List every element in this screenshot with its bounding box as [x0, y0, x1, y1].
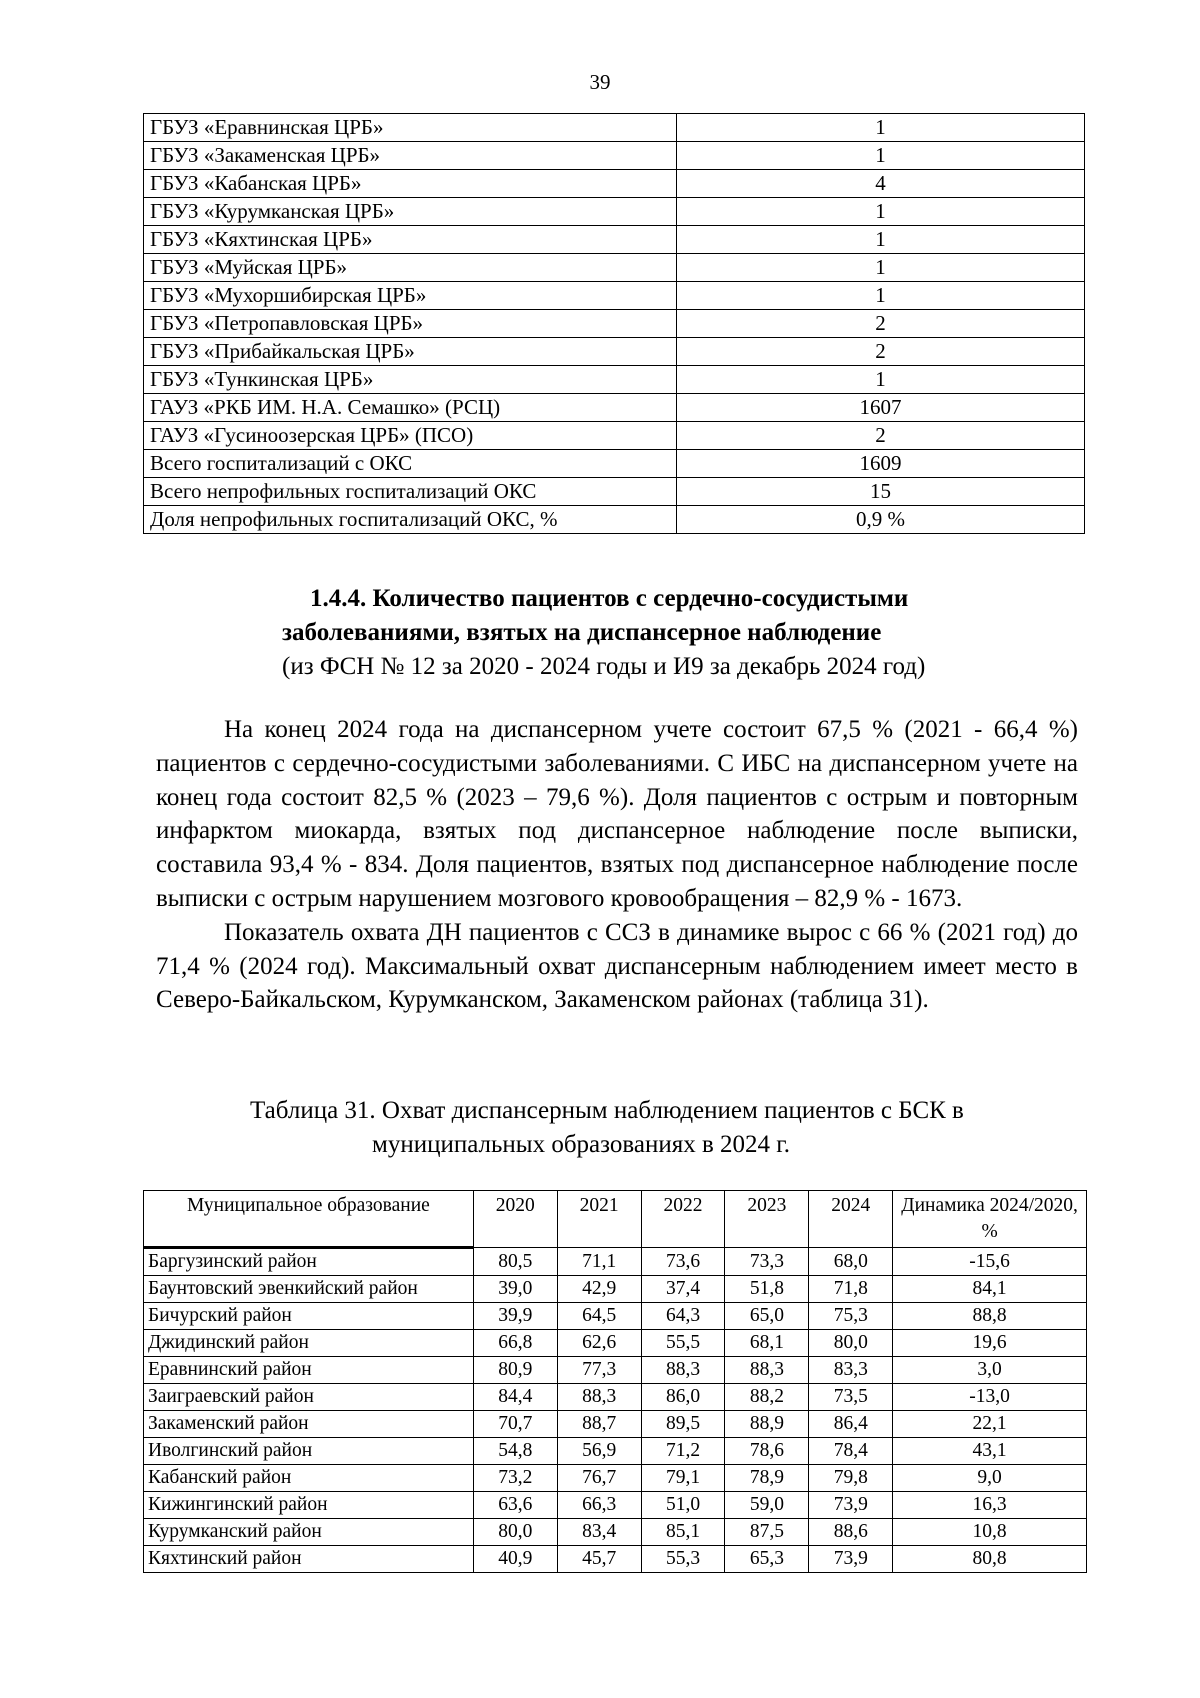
value-cell: 75,3 — [809, 1303, 893, 1330]
paragraph: Показатель охвата ДН пациентов с ССЗ в динамике вырос с 66 % (2021 год) до 71,4 % (2024 год). Максимальный охват диспансерным наблюдением имеет место в Северо-Байкальском, Курумканском, Закаменском районах (таблица 31). — [156, 918, 1078, 1014]
hospitalization-count-cell: 4 — [677, 170, 1085, 198]
section-subheading: (из ФСН № 12 за 2020 - 2024 годы и И9 за декабрь 2024 год) — [282, 653, 926, 680]
value-cell: 9,0 — [893, 1465, 1087, 1492]
value-cell: 73,9 — [809, 1546, 893, 1573]
municipality-cell: Иволгинский район — [144, 1438, 474, 1465]
value-cell: 64,3 — [641, 1303, 725, 1330]
value-cell: 37,4 — [641, 1276, 725, 1303]
table-caption-line1: Таблица 31. Охват диспансерным наблюдением пациентов с БСК в — [250, 1097, 964, 1124]
value-cell: 80,8 — [893, 1546, 1087, 1573]
table-row — [144, 226, 1085, 254]
value-cell: 83,3 — [809, 1357, 893, 1384]
value-cell: 88,8 — [893, 1303, 1087, 1330]
value-cell: 88,3 — [725, 1357, 809, 1384]
value-cell: 68,1 — [725, 1330, 809, 1357]
table-row — [144, 1438, 1087, 1465]
facility-name-cell: ГБУЗ «Петропавловская ЦРБ» — [144, 310, 677, 338]
table-row — [144, 1248, 1087, 1276]
table-row — [144, 170, 1085, 198]
hospitalizations-table — [143, 113, 1085, 534]
value-cell: 78,6 — [725, 1438, 809, 1465]
value-cell: 88,3 — [557, 1384, 641, 1411]
facility-name-cell: ГБУЗ «Тункинская ЦРБ» — [144, 366, 677, 394]
value-cell: -15,6 — [893, 1248, 1087, 1276]
value-cell: 89,5 — [641, 1411, 725, 1438]
value-cell: 43,1 — [893, 1438, 1087, 1465]
municipality-cell: Еравнинский район — [144, 1357, 474, 1384]
table-row — [144, 142, 1085, 170]
value-cell: 51,0 — [641, 1492, 725, 1519]
hospitalization-count-cell: 2 — [677, 422, 1085, 450]
table-row — [144, 310, 1085, 338]
facility-name-cell: ГАУЗ «РКБ ИМ. Н.А. Семашко» (РСЦ) — [144, 394, 677, 422]
municipality-cell: Кяхтинский район — [144, 1546, 474, 1573]
value-cell: 63,6 — [473, 1492, 557, 1519]
hospitalization-count-cell: 1607 — [677, 394, 1085, 422]
hospitalization-count-cell: 0,9 % — [677, 506, 1085, 534]
value-cell: 78,4 — [809, 1438, 893, 1465]
section-heading-line2: заболеваниями, взятых на диспансерное наблюдение — [282, 619, 882, 646]
table-caption-line2: муниципальных образованиях в 2024 г. — [372, 1131, 790, 1158]
value-cell: 39,0 — [473, 1276, 557, 1303]
value-cell: 10,8 — [893, 1519, 1087, 1546]
value-cell: 84,1 — [893, 1276, 1087, 1303]
municipality-cell: Баргузинский район — [144, 1248, 474, 1276]
value-cell: 86,4 — [809, 1411, 893, 1438]
value-cell: 80,5 — [473, 1248, 557, 1276]
value-cell: 73,2 — [473, 1465, 557, 1492]
value-cell: 68,0 — [809, 1248, 893, 1276]
value-cell: 73,6 — [641, 1248, 725, 1276]
table-row — [144, 450, 1085, 478]
table-row — [144, 1357, 1087, 1384]
municipality-cell: Заиграевский район — [144, 1384, 474, 1411]
value-cell: 16,3 — [893, 1492, 1087, 1519]
value-cell: 88,9 — [725, 1411, 809, 1438]
column-header: 2020 — [473, 1191, 557, 1248]
municipality-cell: Джидинский район — [144, 1330, 474, 1357]
facility-name-cell: ГБУЗ «Кяхтинская ЦРБ» — [144, 226, 677, 254]
table-row — [144, 1519, 1087, 1546]
column-header: Муниципальное образование — [144, 1191, 474, 1248]
facility-name-cell: ГБУЗ «Закаменская ЦРБ» — [144, 142, 677, 170]
value-cell: 86,0 — [641, 1384, 725, 1411]
table-row — [144, 1546, 1087, 1573]
value-cell: 71,8 — [809, 1276, 893, 1303]
column-header: Динамика 2024/2020, % — [893, 1191, 1087, 1248]
table-row — [144, 114, 1085, 142]
column-header: 2023 — [725, 1191, 809, 1248]
value-cell: 51,8 — [725, 1276, 809, 1303]
hospitalization-count-cell: 1 — [677, 254, 1085, 282]
value-cell: 79,8 — [809, 1465, 893, 1492]
value-cell: 45,7 — [557, 1546, 641, 1573]
hospitalization-count-cell: 1 — [677, 198, 1085, 226]
value-cell: 88,6 — [809, 1519, 893, 1546]
hospitalization-count-cell: 2 — [677, 310, 1085, 338]
value-cell: 3,0 — [893, 1357, 1087, 1384]
column-header: 2024 — [809, 1191, 893, 1248]
municipality-cell: Кабанский район — [144, 1465, 474, 1492]
coverage-table — [143, 1190, 1087, 1573]
column-header: 2021 — [557, 1191, 641, 1248]
table-row — [144, 1465, 1087, 1492]
hospitalization-count-cell: 1 — [677, 114, 1085, 142]
table-row — [144, 338, 1085, 366]
table-row — [144, 1276, 1087, 1303]
section-heading-line1: 1.4.4. Количество пациентов с сердечно-сосудистыми — [310, 585, 909, 612]
facility-name-cell: ГБУЗ «Еравнинская ЦРБ» — [144, 114, 677, 142]
municipality-cell: Бичурский район — [144, 1303, 474, 1330]
value-cell: 80,9 — [473, 1357, 557, 1384]
value-cell: 59,0 — [725, 1492, 809, 1519]
value-cell: 65,0 — [725, 1303, 809, 1330]
municipality-cell: Закаменский район — [144, 1411, 474, 1438]
body-text — [156, 713, 1078, 1017]
value-cell: 62,6 — [557, 1330, 641, 1357]
table-row — [144, 1411, 1087, 1438]
value-cell: 88,2 — [725, 1384, 809, 1411]
page-number: 39 — [589, 70, 611, 94]
value-cell: 80,0 — [809, 1330, 893, 1357]
facility-name-cell: ГБУЗ «Курумканская ЦРБ» — [144, 198, 677, 226]
paragraph: На конец 2024 года на диспансерном учете состоит 67,5 % (2021 - 66,4 %) пациентов с сердечно-сосудистыми заболеваниями. С ИБС на диспансерном учете на конец года состоит 82,5 % (2023 – 79,6 %). Доля пациентов с острым и повторным инфарктом миокарда, взятых под диспансерное наблюдение после выписки, составила 93,4 % - 834. Доля пациентов, взятых под диспансерное наблюдение после выписки с острым нарушением мозгового кровообращения – 82,9 % - 1673. — [156, 716, 1078, 912]
hospitalization-count-cell: 1609 — [677, 450, 1085, 478]
value-cell: 79,1 — [641, 1465, 725, 1492]
value-cell: 54,8 — [473, 1438, 557, 1465]
value-cell: 56,9 — [557, 1438, 641, 1465]
hospitalization-count-cell: 1 — [677, 142, 1085, 170]
table-row — [144, 1384, 1087, 1411]
value-cell: 71,1 — [557, 1248, 641, 1276]
value-cell: 55,5 — [641, 1330, 725, 1357]
facility-name-cell: Всего госпитализаций с ОКС — [144, 450, 677, 478]
table-row — [144, 394, 1085, 422]
column-header: 2022 — [641, 1191, 725, 1248]
facility-name-cell: ГБУЗ «Муйская ЦРБ» — [144, 254, 677, 282]
value-cell: 22,1 — [893, 1411, 1087, 1438]
value-cell: 65,3 — [725, 1546, 809, 1573]
hospitalization-count-cell: 1 — [677, 226, 1085, 254]
hospitalization-count-cell: 2 — [677, 338, 1085, 366]
value-cell: 40,9 — [473, 1546, 557, 1573]
municipality-cell: Кижингинский район — [144, 1492, 474, 1519]
facility-name-cell: Доля непрофильных госпитализаций ОКС, % — [144, 506, 677, 534]
table-row — [144, 1492, 1087, 1519]
table-row — [144, 1303, 1087, 1330]
value-cell: 19,6 — [893, 1330, 1087, 1357]
value-cell: 88,7 — [557, 1411, 641, 1438]
value-cell: 42,9 — [557, 1276, 641, 1303]
table-row — [144, 198, 1085, 226]
value-cell: 66,8 — [473, 1330, 557, 1357]
value-cell: 78,9 — [725, 1465, 809, 1492]
value-cell: 80,0 — [473, 1519, 557, 1546]
value-cell: 88,3 — [641, 1357, 725, 1384]
value-cell: 71,2 — [641, 1438, 725, 1465]
hospitalization-count-cell: 1 — [677, 282, 1085, 310]
table-row — [144, 506, 1085, 534]
hospitalization-count-cell: 1 — [677, 366, 1085, 394]
table-row — [144, 1330, 1087, 1357]
value-cell: 87,5 — [725, 1519, 809, 1546]
value-cell: 73,9 — [809, 1492, 893, 1519]
facility-name-cell: ГБУЗ «Мухоршибирская ЦРБ» — [144, 282, 677, 310]
value-cell: 39,9 — [473, 1303, 557, 1330]
table-row — [144, 366, 1085, 394]
facility-name-cell: Всего непрофильных госпитализаций ОКС — [144, 478, 677, 506]
value-cell: 70,7 — [473, 1411, 557, 1438]
table-row — [144, 478, 1085, 506]
table-row — [144, 254, 1085, 282]
table-row — [144, 282, 1085, 310]
facility-name-cell: ГАУЗ «Гусиноозерская ЦРБ» (ПСО) — [144, 422, 677, 450]
hospitalization-count-cell: 15 — [677, 478, 1085, 506]
value-cell: -13,0 — [893, 1384, 1087, 1411]
value-cell: 64,5 — [557, 1303, 641, 1330]
value-cell: 73,3 — [725, 1248, 809, 1276]
value-cell: 77,3 — [557, 1357, 641, 1384]
value-cell: 85,1 — [641, 1519, 725, 1546]
value-cell: 55,3 — [641, 1546, 725, 1573]
value-cell: 83,4 — [557, 1519, 641, 1546]
facility-name-cell: ГБУЗ «Прибайкальская ЦРБ» — [144, 338, 677, 366]
municipality-cell: Баунтовский эвенкийский район — [144, 1276, 474, 1303]
table-row — [144, 422, 1085, 450]
facility-name-cell: ГБУЗ «Кабанская ЦРБ» — [144, 170, 677, 198]
value-cell: 73,5 — [809, 1384, 893, 1411]
municipality-cell: Курумканский район — [144, 1519, 474, 1546]
value-cell: 84,4 — [473, 1384, 557, 1411]
value-cell: 76,7 — [557, 1465, 641, 1492]
value-cell: 66,3 — [557, 1492, 641, 1519]
